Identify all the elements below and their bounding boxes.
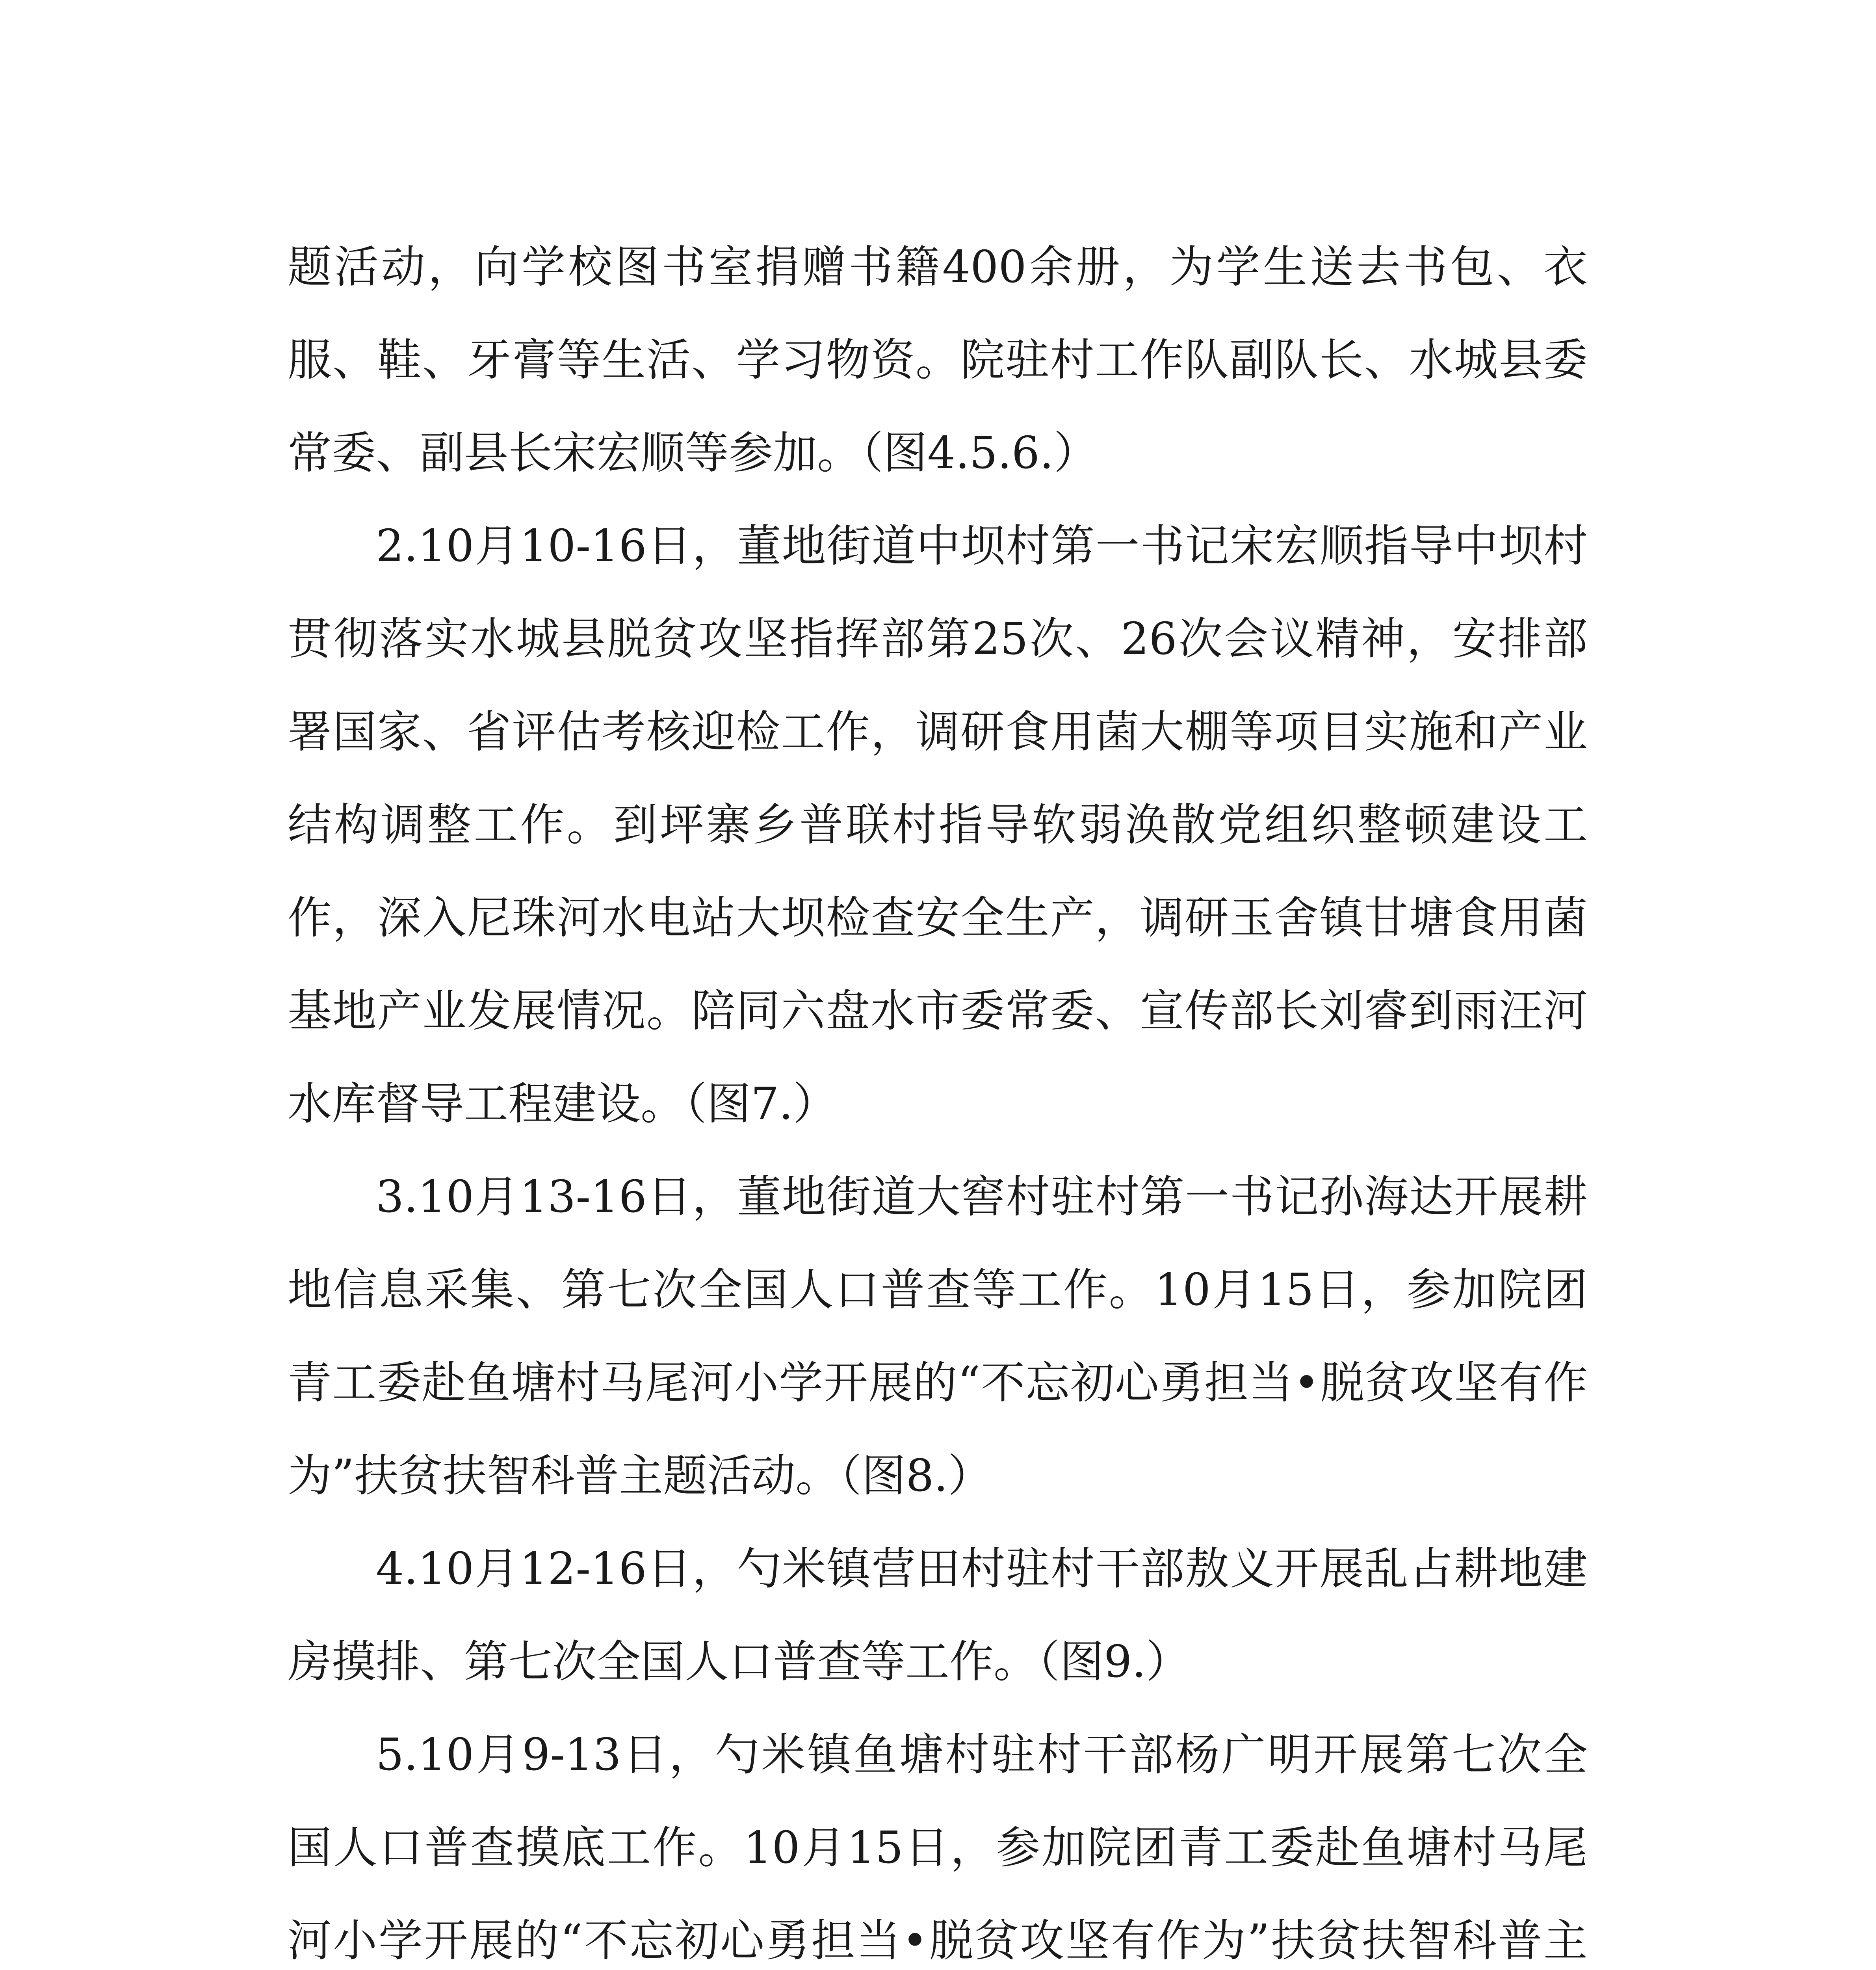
paragraph-item-3: 3.10月13-16日，董地街道大窖村驻村第一书记孙海达开展耕地信息采集、第七次全国人口普查等工作。10月15日，参加院团青工委赴鱼塘村马尾河小学开展的“不忘初心勇担当•脱贫攻坚有作为”扶贫扶智科普主题活动。（图8.） xyxy=(288,1171,1588,1502)
document-body xyxy=(288,221,1588,1970)
paragraph-item-5: 5.10月9-13日，勺米镇鱼塘村驻村干部杨广明开展第七次全国人口普查摸底工作。10月15日，参加院团青工委赴鱼塘村马尾河小学开展的“不忘初心勇担当•脱贫攻坚有作为”扶贫扶智科普主 xyxy=(288,1729,1588,1966)
paragraph-item-4: 4.10月12-16日，勺米镇营田村驻村干部敖义开展乱占耕地建房摸排、第七次全国人口普查等工作。（图9.） xyxy=(288,1543,1588,1688)
paragraph-continuation: 题活动，向学校图书室捐赠书籍400余册，为学生送去书包、衣服、鞋、牙膏等生活、学习物资。院驻村工作队副队长、水城县委常委、副县长宋宏顺等参加。（图4.5.6.） xyxy=(288,242,1588,479)
paragraph-item-2: 2.10月10-16日，董地街道中坝村第一书记宋宏顺指导中坝村贯彻落实水城县脱贫攻坚指挥部第25次、26次会议精神，安排部署国家、省评估考核迎检工作，调研食用菌大棚等项目实施和产业结构调整工作。到坪寨乡普联村指导软弱涣散党组织整顿建设工作，深入尼珠河水电站大坝检查安全生产，调研玉舍镇甘塘食用菌基地产业发展情况。陪同六盘水市委常委、宣传部长刘睿到雨汪河水库督导工程建设。（图7.） xyxy=(288,520,1588,1130)
